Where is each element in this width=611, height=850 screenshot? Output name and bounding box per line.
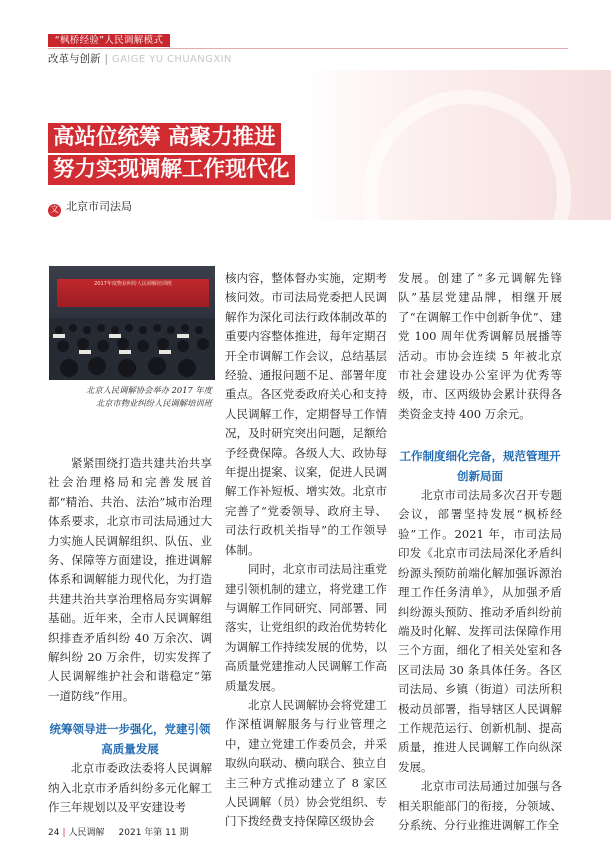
article-title-line-2: 努力实现调解工作现代化 <box>48 155 295 185</box>
photo-banner <box>57 279 209 307</box>
column-1 <box>48 454 212 817</box>
page-number: 24 <box>48 828 60 838</box>
section-label <box>48 51 232 66</box>
section-name-en: GAIGE YU CHUANGXIN <box>112 54 232 65</box>
paragraph-continued: 核内容，整体督办实施，定期考核问效。市司法局党委把人民调解作为深化司法行政体制改革的重要内容整体推进，每年定期召开全市调解工作会议，总结基层经验、通报问题不足、部署年度重点。各区党委政府关心和支持人民调解工作，定期督导工作情况，及时研究突出问题，足额给予经费保障。各级人大、政协每年提出提案、议案，促进人民调解工作补短板、增实效。北京市完善了“党委领导、政府主导、司法行政机关指导”的工作领导体制。 <box>225 271 387 557</box>
paragraph: 同时，北京市司法局注重党建引领机制的建立，将党建工作与调解工作同研究、同部署、同落实，让党组织的政治优势转化为调解工作持续发展的优势，以高质量党建推动人民调解工作高质量发展。 <box>225 562 387 693</box>
paragraph: 北京市司法局通过加强与各相关职能部门的衔接，分领域、分系统、分行业推进调解工作全 <box>398 779 562 832</box>
photo-caption <box>60 384 212 410</box>
author-icon: 文 <box>48 204 61 217</box>
photo-caption-line-2: 北京市物业纠纷人民调解培训班 <box>95 398 212 408</box>
paragraph: 北京人民调解协会将党建工作深植调解服务与行业管理之中，建立党建工作委员会，并采取纵向联动、横向联合、独立自主三种方式推动建立了 8 家区人民调解（员）协会党组织、专门下拨经费支持保障区级协会 <box>225 697 387 829</box>
section-heading: 工作制度细化完备，规范管理开创新局面 <box>399 449 561 483</box>
footer-separator: | <box>62 828 66 838</box>
author-name: 北京市司法局 <box>66 200 132 213</box>
issue-info: 2021 年第 11 期 <box>118 828 189 838</box>
section-separator: | <box>104 53 109 65</box>
photo-caption-line-1: 北京人民调解协会举办 2017 年度 <box>86 385 212 395</box>
article-title-line-1: 高站位统筹 高聚力推进 <box>48 123 281 153</box>
paragraph: 紧紧围绕打造共建共治共享社会治理格局和完善发展首都“精治、共治、法治”城市治理体系要求，北京市司法局通过大力实施人民调解组织、队伍、业务、保障等方面建设，推进调解体系和调解能力现代化，为打造共建共治共享治理格局夯实调解基础。近年来，全市人民调解组织排查矛盾纠纷 40 万余次、调解纠纷 20 万余件，切实发挥了人民调解维护社会和谐稳定“第一道防线”作用。 <box>48 456 212 703</box>
column-tag: “枫桥经验”人民调解模式 <box>48 34 170 47</box>
column-2 <box>225 269 387 832</box>
author-byline <box>48 198 132 217</box>
paragraph: 北京市司法局多次召开专题会议，部署坚持发展“枫桥经验”工作。2021 年，市司法局印发《北京市司法局深化矛盾纠纷源头预防前端化解加强诉源治理工作任务清单》，从加强矛盾纠纷源头预防、推动矛盾纠纷前端及时化解、发挥司法保障作用三个方面，细化了相关处室和各区司法局 30 条具体任务。各区司法局、乡镇（街道）司法所积极动员部署，指导辖区人民调解工作规范运行、创新机制、提高质量，推进人民调解工作向纵深发展。 <box>398 488 562 774</box>
photo-banner-text: 2017年度物业纠纷人民调解培训班 <box>94 281 172 287</box>
column-3 <box>398 269 562 835</box>
page-footer <box>48 825 188 838</box>
header-rule <box>48 48 568 49</box>
article-photo <box>49 266 215 380</box>
audience-illustration <box>49 318 215 380</box>
paragraph-continued: 发展。创建了“多元调解先锋队”基层党建品牌，相继开展了“在调解工作中创新争优”、建党 100 周年优秀调解员展播等活动。市协会连续 5 年被北京市社会建设办公室评为优秀等级，市、区两级协会累计获得各类资金支持 400 万余元。 <box>398 271 562 421</box>
section-name: 改革与创新 <box>48 53 101 65</box>
magazine-name: 人民调解 <box>68 828 105 838</box>
paragraph: 北京市委政法委将人民调解纳入北京市矛盾纠纷多元化解工作三年规划以及平安建设考 <box>48 761 212 814</box>
section-heading: 统筹领导进一步强化，党建引领高质量发展 <box>49 722 211 756</box>
header-decoration <box>300 70 611 220</box>
